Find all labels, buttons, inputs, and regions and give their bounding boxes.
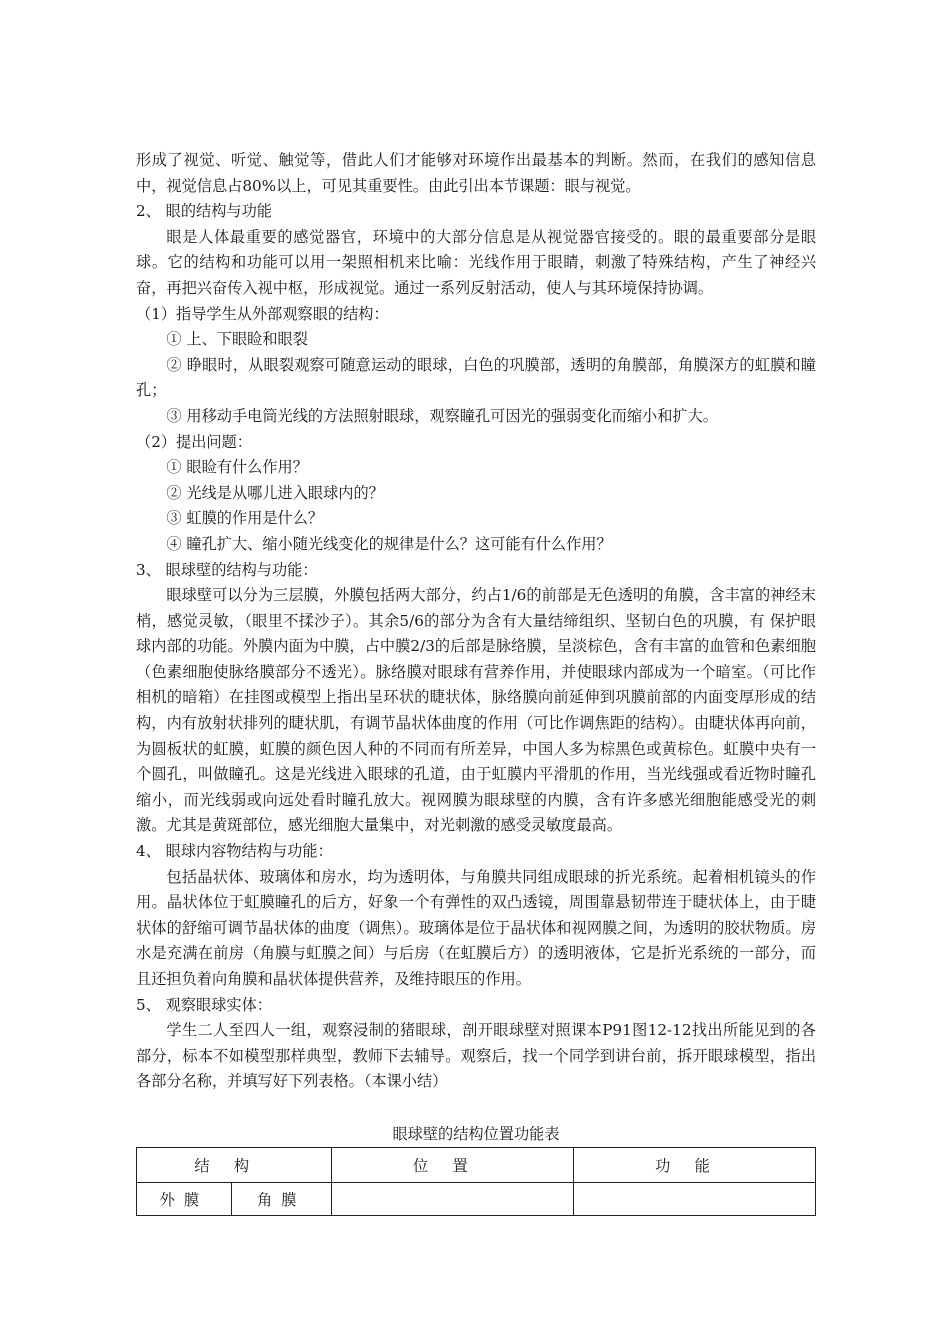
cell-position[interactable] [331,1183,574,1216]
paragraph-eye-overview: 眼是人体最重要的感觉器官，环境中的大部分信息是从视觉器官接受的。眼的最重要部分是眼球。它的结构和功能可以用一架照相机来比喻：光线作用于眼睛，刺激了特殊结构，产生了神经兴奋，再把兴奋传入视中枢，形成视觉。通过一系列反射活动，使人与其环境保持协调。 [136,227,816,297]
section-heading-4: 4、 眼球内容物结构与功能： [136,842,333,861]
paragraph-eyeball-contents: 包括晶状体、玻璃体和房水，均为透明体，与角膜共同组成眼球的折光系统。起着相机镜头的作用。晶状体位于虹膜瞳孔的后方，好象一个有弹性的双凸透镜，周围靠悬韧带连于睫状体上，由于睫状体的舒缩可调节晶状体的曲度（调焦）。玻璃体是位于晶状体和视网膜之间，为透明的胶状物质。房水是充满在前房（角膜与虹膜之间）与后房（在虹膜后方）的透明液体，它是折光系统的一部分，而且还担负着向角膜和晶状体提供营养，及维持眼压的作用。 [136,867,816,988]
section-heading-3: 3、 眼球壁的结构与功能： [136,560,318,579]
list-item: ③ 用移动手电筒光线的方法照射眼球，观察瞳孔可因光的强弱变化而缩小和扩大。 [166,406,718,425]
paragraph-observe-eyeball: 学生二人至四人一组，观察浸制的猪眼球，剖开眼球壁对照课本P91图12-12找出所能见到的各部分，标本不如模型那样典型，教师下去辅导。观察后，找一个同学到讲台前，拆开眼球模型，指出各部分名称，并填写好下列表格。（本课小结） [136,1021,816,1091]
header-function: 功能 [574,1148,816,1183]
subsection-heading-2: （2）提出问题： [136,432,252,451]
section-heading-2: 2、 眼的结构与功能 [136,202,272,221]
list-item: ② 睁眼时，从眼裂观察可随意运动的眼球，白色的巩膜部，透明的角膜部，角膜深方的虹膜和瞳孔； [136,355,816,400]
header-position: 位置 [331,1148,574,1183]
list-item: ④ 瞳孔扩大、缩小随光线变化的规律是什么？这可能有什么作用？ [166,534,612,553]
list-item: ① 上、下眼睑和眼裂 [166,330,308,349]
structure-table [136,1147,816,1216]
cell-part: 角膜 [231,1183,331,1216]
table-row [137,1183,816,1216]
table-header-row [137,1148,816,1183]
list-item: ① 眼睑有什么作用？ [166,458,308,477]
list-item: ② 光线是从哪儿进入眼球内的？ [166,483,384,502]
table-caption: 眼球壁的结构位置功能表 [392,1125,560,1143]
list-item: ③ 虹膜的作用是什么？ [166,509,324,528]
cell-function[interactable] [574,1183,816,1216]
paragraph-intro: 形成了视觉、听觉、触觉等，借此人们才能够对环境作出最基本的判断。然而，在我们的感知信息中，视觉信息占80%以上，可见其重要性。由此引出本节课题：眼与视觉。 [136,151,816,195]
subsection-heading-1: （1）指导学生从外部观察眼的结构： [136,304,389,323]
section-heading-5: 5、 观察眼球实体： [136,995,272,1014]
document-body [136,148,816,1095]
header-structure: 结构 [137,1148,332,1183]
cell-layer: 外膜 [137,1183,232,1216]
paragraph-eyeball-wall: 眼球壁可以分为三层膜，外膜包括两大部分，约占1/6的前部是无色透明的角膜，含丰富的神经末梢，感觉灵敏，（眼里不揉沙子）。其余5/6的部分为含有大量结缔组织、坚韧白色的巩膜，有 保护眼球内部的功能。外膜内面为中膜，占中膜2/3的后部是脉络膜，呈淡棕色，含有丰富的血管和色素细胞（色素细胞使脉络膜部分不透光）。脉络膜对眼球有营养作用，并使眼球内部成为一个暗室。（可比作相机的暗箱）在挂图或模型上指出呈环状的睫状体，脉络膜向前延伸到巩膜前部的内面变厚形成的结构，内有放射状排列的睫状肌，有调节晶状体曲度的作用（可比作调焦距的结构）。由睫状体再向前，为圆板状的虹膜，虹膜的颜色因人种的不同而有所差异，中国人多为棕黑色或黄棕色。虹膜中央有一个圆孔，叫做瞳孔。这是光线进入眼球的孔道，由于虹膜内平滑肌的作用，当光线强或看近物时瞳孔缩小，而光线弱或向远处看时瞳孔放大。视网膜为眼球壁的内膜，含有许多感光细胞能感受光的刺激。尤其是黄斑部位，感光细胞大量集中，对光刺激的感受灵敏度最高。 [136,586,816,835]
